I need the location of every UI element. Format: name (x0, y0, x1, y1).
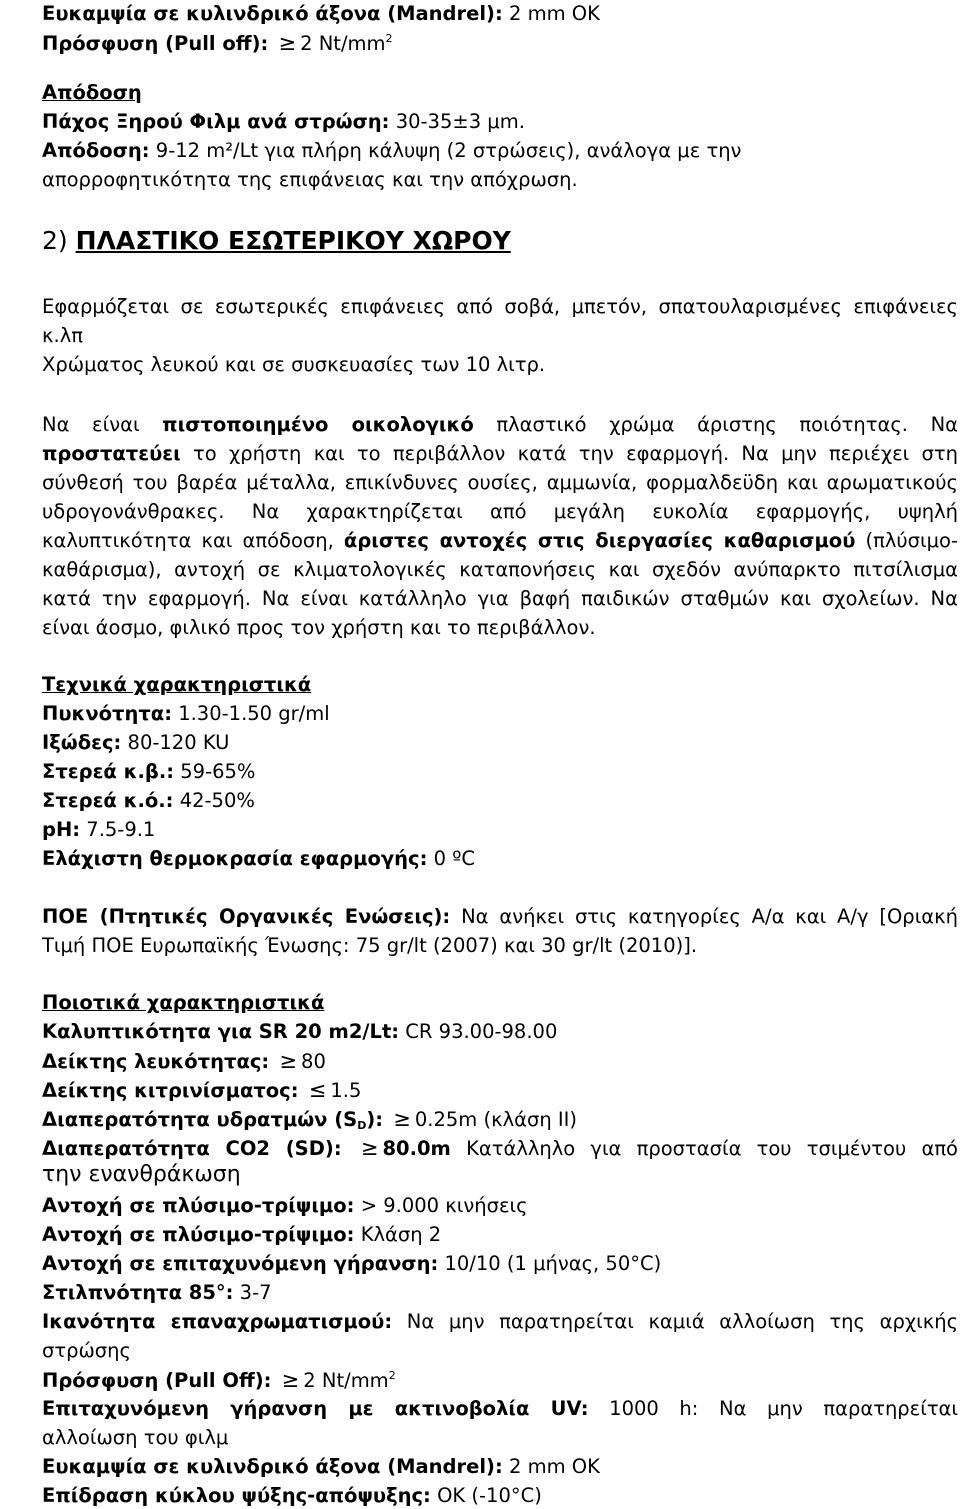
pulloff-line-top: Πρόσφυση (Pull off): ≥ 2 $Nt/mm^2$ (42, 31, 393, 55)
mandrel-line: Ευκαμψία σε κυλινδρικό άξονα (Mandrel): 2 mm OK (42, 1455, 600, 1478)
applies-line-1: Εφαρμόζεται σε εσωτερικές επιφάνειες από σοβά, μπετόν, σπατουλαρισμένες επιφάνειες (42, 295, 958, 318)
quality-heading: Ποιοτικά χαρακτηριστικά (42, 991, 325, 1014)
mandrel-label: Ευκαμψία σε κυλινδρικό άξονα (Mandrel): (42, 2, 503, 25)
co2-line-1: Διαπερατότητα CO2 (SD): ≥ 80.0m Κατάλληλο για προστασία του τσιμέντου από (42, 1136, 958, 1160)
thickness-label: Πάχος Ξηρού Φιλμ ανά στρώση: (42, 110, 390, 133)
ph-line: pH: 7.5-9.1 (42, 818, 156, 841)
greater-equal-icon: ≥ (360, 1136, 379, 1160)
yield-line-2: απορροφητικότητα της επιφάνειας και την απόχρωση. (42, 168, 578, 191)
section-title: ΠΛΑΣΤΙΚΟ ΕΣΩΤΕΡΙΚΟΥ ΧΩΡΟΥ (75, 226, 511, 255)
mandrel-value: 2 mm OK (508, 2, 600, 25)
desc-line-8: είναι άοσμο, φιλικό προς τον χρήστη και το περιβάλλον. (42, 616, 596, 639)
scrub-line-1: Αντοχή σε πλύσιμο-τρίψιμο: > 9.000 κινήσεις (42, 1194, 528, 1217)
viscosity-line: Ιξώδες: 80-120 KU (42, 731, 230, 754)
freeze-thaw-line: Επίδραση κύκλου ψύξης-απόψυξης: OK (-10°C) (42, 1484, 542, 1507)
yield-label: Απόδοση: (42, 139, 150, 162)
desc-line-6: καθάρισμα), αντοχή σε κλιματολογικές καταπονήσεις και σχεδόν ανύπαρκτο πιτσίλισμα (42, 558, 958, 581)
voc-line-2: Τιμή ΠΟΕ Ευρωπαϊκής Ένωσης: 75 gr/lt (2007) και 30 gr/lt (2010)]. (42, 934, 698, 957)
uv-line-2: αλλοίωση του φιλμ (42, 1426, 229, 1449)
yield-line-1: Απόδοση: 9-12 m²/Lt για πλήρη κάλυψη (2 στρώσεις), ανάλογα με την (42, 139, 742, 162)
desc-line-2: προστατεύει το χρήστη και το περιβάλλον κατά την εφαρμογή. Να μην περιέχει στη (42, 442, 958, 465)
desc-line-7: κατά την εφαρμογή. Να είναι κατάλληλο για βαφή παιδικών σταθμών και σχολείων. Να (42, 587, 958, 610)
min-temp-line: Ελάχιστη θερμοκρασία εφαρμογής: 0 ºC (42, 847, 476, 870)
uv-line-1: Επιταχυνόμενη γήρανση με ακτινοβολία UV: 1000 h: Να μην παρατηρείται (42, 1397, 959, 1420)
gloss-line: Στιλπνότητα 85°: 3-7 (42, 1281, 272, 1304)
greater-equal-icon: ≥ (279, 1049, 298, 1073)
greater-equal-icon: ≥ (281, 1368, 300, 1392)
vapor-permeability-line: Διαπερατότητα υδρατμών $(S_D)$: ≥ 0.25m (κλάση ΙΙ) (42, 1107, 578, 1132)
less-equal-icon: ≤ (308, 1078, 327, 1102)
thickness-line (42, 110, 525, 134)
pulloff-value: 2 Nt/mm (300, 32, 386, 55)
desc-line-1: Να είναι πιστοποιημένο οικολογικό πλαστικό χρώμα άριστης ποιότητας. Να (42, 413, 959, 436)
pulloff-label: Πρόσφυση (Pull off): (42, 32, 269, 55)
mandrel-line-top (42, 2, 600, 26)
color-line: Χρώματος λευκού και σε συσκευασίες των 10 λιτρ. (42, 353, 546, 376)
greater-equal-icon: ≥ (278, 31, 297, 55)
section-number: 2) (42, 226, 68, 255)
thickness-value: 30-35±3 μm. (395, 110, 525, 133)
solids-weight-line: Στερεά κ.β.: 59-65% (42, 760, 256, 783)
recoat-line-1: Ικανότητα επαναχρωματισμού: Να μην παρατηρείται καμιά αλλοίωση της αρχικής (42, 1310, 959, 1333)
aging-line: Αντοχή σε επιταχυνόμενη γήρανση: 10/10 (1 μήνας, 50°C) (42, 1252, 662, 1275)
pulloff-line: Πρόσφυση (Pull Off): ≥ 2 $Nt/mm^2$ (42, 1368, 396, 1392)
solids-volume-line: Στερεά κ.ό.: 42-50% (42, 789, 255, 812)
voc-line-1: ΠΟΕ (Πτητικές Οργανικές Ενώσεις): Να ανήκει στις κατηγορίες Α/α και Α/γ [Οριακή (42, 905, 958, 928)
desc-line-5: καλυπτικότητα και απόδοση, άριστες αντοχές στις διεργασίες καθαρισμού (πλύσιμο- (42, 529, 958, 552)
section-2-heading (42, 226, 511, 256)
scrub-line-2: Αντοχή σε πλύσιμο-τρίψιμο: Κλάση 2 (42, 1223, 442, 1246)
desc-line-3: σύνθεσή του βαρέα μέταλλα, επικίνδυνες ουσίες, αμμωνία, φορμαλδεϋδη και αρωματικούς (42, 471, 958, 494)
density-line: Πυκνότητα: 1.30-1.50 gr/ml (42, 702, 330, 725)
desc-line-4: υδρογονάνθρακες. Να χαρακτηρίζεται από μεγάλη ευκολία εφαρμογής, υψηλή (42, 500, 958, 523)
yield-heading: Απόδοση (42, 81, 142, 104)
applies-line-2: κ.λπ (42, 324, 83, 347)
co2-line-2: την ενανθράκωση (42, 1162, 241, 1187)
coverage-line: Καλυπτικότητα για SR 20 m2/Lt: CR 93.00-98.00 (42, 1020, 558, 1043)
yellowness-line: Δείκτης κιτρινίσματος: ≤ 1.5 (42, 1078, 362, 1102)
tech-heading: Τεχνικά χαρακτηριστικά (42, 673, 312, 696)
greater-equal-icon: ≥ (393, 1107, 411, 1131)
whiteness-line: Δείκτης λευκότητας: ≥ 80 (42, 1049, 326, 1073)
recoat-line-2: στρώσης (42, 1339, 131, 1362)
